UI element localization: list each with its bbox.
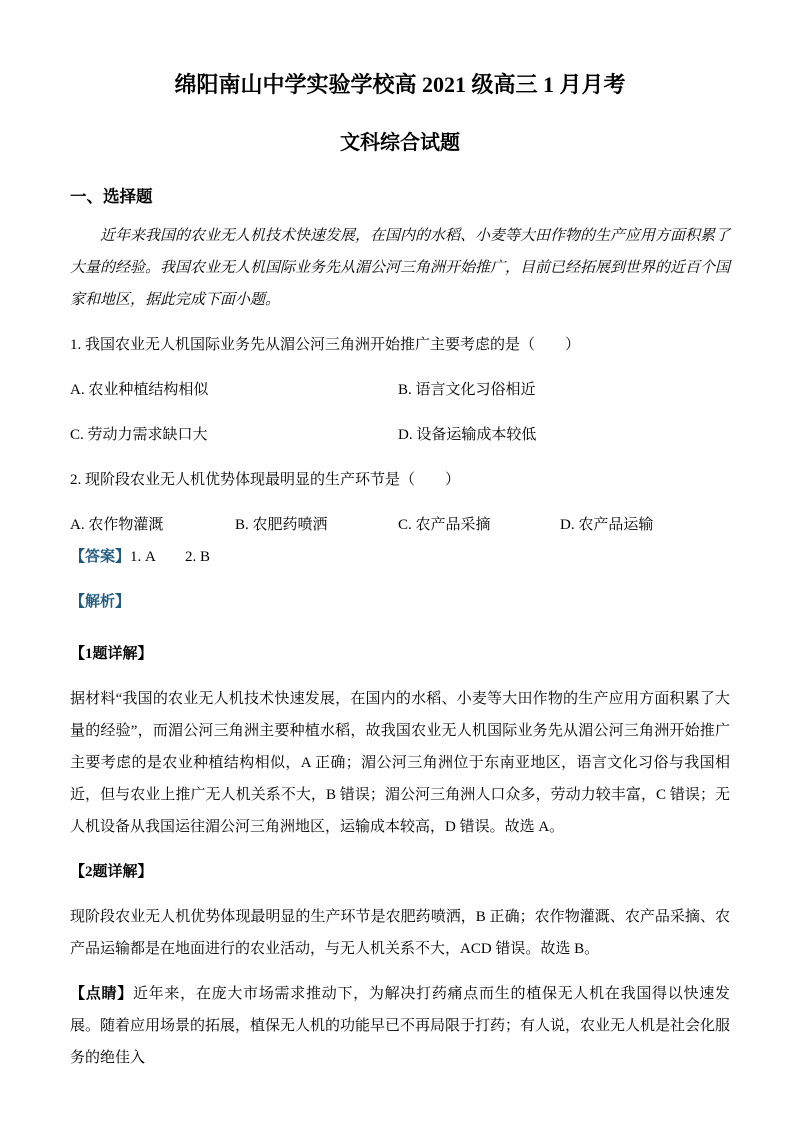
answer-line [70, 541, 730, 573]
question-2 [70, 464, 730, 541]
question-2-option-c: C. 农产品采摘 [398, 517, 491, 533]
section-heading: 一、选择题 [70, 187, 153, 206]
explanation-2-label-line [70, 856, 730, 888]
explanation-2-text: 现阶段农业无人机优势体现最明显的生产环节是农肥药喷洒，B 正确；农作物灌溉、农产品采摘、农产品运输都是在地面进行的农业活动，与无人机关系不大，ACD 错误。故选 B。 [70, 909, 730, 957]
explanation-1-text: 据材料“我国的农业无人机技术快速发展，在国内的水稻、小麦等大田作物的生产应用方面积累了大量的经验”，而湄公河三角洲主要种植水稻，故我国农业无人机国际业务先从湄公河三角洲开始推广主要考虑的是农业种植结构相似，A 正确；湄公河三角洲位于东南亚地区，语言文化习俗与我国相近，但与农业上推广无人机关系不大，B 错误；湄公河三角洲人口众多，劳动力较丰富，C 错误；无人机设备从我国运往湄公河三角洲地区，运输成本较高，D 错误。故选 A。 [70, 691, 730, 835]
question-1-option-d: D. 设备运输成本较低 [398, 427, 537, 443]
question-passage: 近年来我国的农业无人机技术快速发展，在国内的水稻、小麦等大田作物的生产应用方面积累了大量的经验。我国农业无人机国际业务先从湄公河三角洲开始推广，目前已经拓展到世界的近百个国家和地区，据此完成下面小题。 [70, 228, 731, 308]
question-2-option-d: D. 农产品运输 [560, 517, 654, 533]
question-1 [70, 329, 730, 451]
tip-label: 【点睛】 [70, 986, 133, 1002]
page-title: 绵阳南山中学实验学校高 2021 级高三 1 月月考 [174, 72, 626, 97]
question-1-options-row-2 [70, 419, 730, 451]
analysis-line [70, 586, 730, 618]
question-2-stem: 2. 现阶段农业无人机优势体现最明显的生产环节是（ ） [70, 472, 461, 488]
explanation-2-label: 【2题详解】 [70, 864, 153, 880]
question-1-option-a: A. 农业种植结构相似 [70, 382, 209, 398]
question-1-stem: 1. 我国农业无人机国际业务先从湄公河三角洲开始推广主要考虑的是（ ） [70, 337, 581, 353]
tip-text: 近年来，在庞大市场需求推动下，为解决打药痛点而生的植保无人机在我国得以快速发展。随着应用场景的拓展，植保无人机的功能早已不再局限于打药；有人说，农业无人机是社会化服务的绝佳入 [70, 986, 731, 1066]
analysis-label: 【解析】 [70, 594, 131, 610]
answer-values: 1. A 2. B [130, 549, 211, 565]
question-2-option-b: B. 农肥药喷洒 [235, 517, 328, 533]
question-1-options-row-1 [70, 374, 730, 406]
tip-paragraph [70, 978, 730, 1074]
answer-label: 【答案】 [70, 549, 131, 565]
question-1-option-b: B. 语言文化习俗相近 [398, 382, 536, 398]
explanation-1-label-line [70, 638, 730, 670]
question-1-option-c: C. 劳动力需求缺口大 [70, 427, 208, 443]
question-2-option-a: A. 农作物灌溉 [70, 517, 164, 533]
explanation-1-label: 【1题详解】 [70, 646, 153, 662]
page-subtitle: 文科综合试题 [340, 132, 460, 154]
question-2-options-row [70, 509, 730, 541]
